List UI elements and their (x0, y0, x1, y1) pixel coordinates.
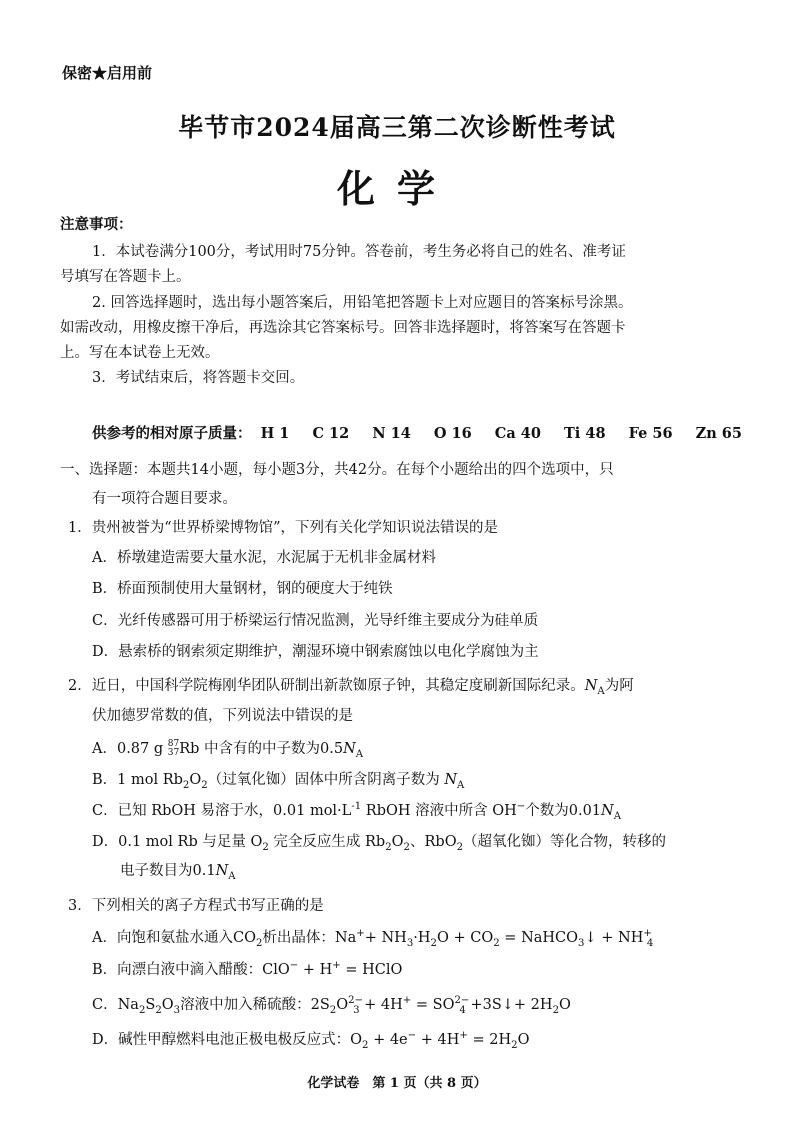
superscript: + (356, 928, 365, 940)
option-text: O (189, 772, 202, 788)
equation-text: = 2H (467, 1032, 512, 1048)
question-1-option-c: C．光纤传感器可用于桥梁运行情况监测，光导纤维主要成分为硅单质 (92, 613, 539, 629)
option-text: 完全反应生成 Rb (268, 834, 386, 850)
equation-text: = SO (411, 997, 455, 1013)
question-1-option-b: B．桥面预制使用大量钢材，钢的硬度大于纯铁 (92, 581, 393, 597)
stem-text: 为阿 (604, 678, 634, 694)
option-text: 、RbO (410, 834, 457, 850)
subscript: A (597, 685, 605, 697)
option-text: C．Na (92, 997, 139, 1013)
equation-text: = HClO (340, 962, 403, 978)
subscript: 2 (362, 1039, 369, 1051)
equation-text: + 4H (416, 1032, 460, 1048)
subject-title: 化学 (336, 166, 457, 211)
option-text: C．已知 RbOH 易溶于水，0.01 mol·L (92, 803, 352, 819)
superscript: + (402, 995, 412, 1007)
question-3-option-d (92, 1028, 529, 1049)
notice-line: 上。写在本试卷上无效。 (60, 345, 220, 361)
superscript: − (407, 1030, 417, 1042)
isotope-notation (168, 740, 179, 758)
atomic-number: 37 (167, 748, 180, 758)
option-text: A．向饱和氨盐水通入CO (92, 930, 256, 946)
option-text: Rb 中含有的中子数为0.5 (179, 741, 344, 757)
superscript: + (332, 960, 341, 972)
option-text: A．0.87 g (92, 741, 168, 757)
exam-title: 毕节市2024届高三第二次诊断性考试 (178, 113, 616, 142)
superscript: -1 (351, 801, 362, 813)
atomic-mass-item: Ca 40 (494, 425, 541, 442)
subscript: 2 (138, 1004, 146, 1016)
subscript: 3 (406, 937, 414, 949)
superscript: 2− (454, 995, 470, 1007)
equation-text: + 4H (359, 997, 403, 1013)
subscript: 2 (201, 779, 208, 791)
notice-heading: 注意事项： (60, 216, 133, 233)
subscript: 2 (552, 1004, 560, 1016)
subscript: 3 (578, 937, 585, 949)
equation-text: O (517, 1032, 530, 1048)
question-2-stem-cont: 伏加德罗常数的值，下列说法中错误的是 (92, 708, 353, 724)
superscript: − (516, 801, 526, 813)
superscript: + (459, 1030, 468, 1042)
subscript: 2 (456, 841, 464, 853)
atomic-mass-item: H 1 (260, 425, 290, 442)
option-text: B．1 mol Rb (92, 772, 183, 788)
section-heading: 一、选择题：本题共14小题，每小题3分，共42分。在每个小题给出的四个选项中，只 (60, 462, 614, 478)
subscript: 3 (353, 1004, 360, 1016)
option-text: D．0.1 mol Rb 与足量 O (92, 834, 263, 850)
question-2-option-a (92, 737, 363, 758)
superscript: − (289, 960, 299, 972)
subscript: 4 (646, 937, 654, 949)
atomic-mass-item: N 14 (372, 425, 411, 442)
equation-text: +3S↓+ 2H (465, 997, 553, 1013)
atomic-mass-label: 供参考的相对原子质量： (92, 425, 252, 442)
option-text: RbOH 溶液中所含 OH (361, 803, 517, 819)
option-text: O (161, 997, 174, 1013)
superscript: + (643, 928, 652, 940)
subscript: 2 (262, 841, 269, 853)
subscript: A (613, 810, 622, 822)
option-text: S (145, 997, 156, 1013)
question-3-stem: 3．下列相关的离子方程式书写正确的是 (68, 898, 324, 914)
option-text: D．碱性甲醇燃料电池正极电极反应式：O (92, 1032, 363, 1048)
option-text: （过氧化铷）固体中所含阴离子数为 (207, 772, 445, 788)
question-3-option-a (92, 926, 653, 947)
equation-text: O + CO (437, 930, 494, 946)
subscript: A (228, 870, 236, 882)
option-text: 电子数目为0.1 (120, 863, 216, 879)
question-3-option-c (92, 993, 571, 1014)
atomic-mass-reference (92, 422, 760, 443)
subscript: 2 (430, 937, 437, 949)
question-1-option-d: D．悬索桥的钢索须定期维护，潮湿环境中钢索腐蚀以电化学腐蚀为主 (92, 644, 539, 660)
question-2-option-d-cont (120, 859, 236, 880)
subscript: A (355, 748, 364, 760)
stem-text: 2．近日，中国科学院梅刚华团队研制出新款铷原子钟，其稳定度刷新国际纪录。 (68, 678, 585, 694)
notice-line: 号填写在答题卡上。 (60, 269, 191, 285)
avogadro-symbol: N (601, 803, 614, 819)
question-1-option-a: A．桥墩建造需要大量水泥，水泥属于无机非金属材料 (92, 550, 436, 566)
question-3-option-b (92, 958, 402, 979)
confidential-mark: 保密★启用前 (62, 64, 153, 82)
notice-line: 如需改动，用橡皮擦干净后，再选涂其它答案标号。回答非选择题时，将答案写在答题卡 (60, 320, 626, 336)
section-heading-cont: 有一项符合题目要求。 (92, 491, 237, 507)
option-text: 个数为0.01 (525, 803, 602, 819)
subscript: 2 (255, 937, 263, 949)
atomic-mass-item: O 16 (433, 425, 472, 442)
notice-line: 3．考试结束后，将答题卡交回。 (92, 370, 305, 386)
equation-text: ↓ + NH (584, 930, 644, 946)
notice-line: 2. 回答选择题时，选出每小题答案后，用铅笔把答题卡上对应题目的答案标号涂黑。 (92, 295, 633, 311)
subscript: 2 (155, 1004, 162, 1016)
option-text: （超氧化铷）等化合物，转移的 (463, 834, 667, 850)
equation-text: + H (298, 962, 333, 978)
subscript: 4 (459, 1004, 466, 1016)
atomic-mass-item: Fe 56 (628, 425, 673, 442)
equation-text: 溶液中加入稀硫酸：2S (180, 997, 330, 1013)
option-text: 析出晶体：Na (262, 930, 357, 946)
equation-text: O (336, 997, 349, 1013)
atomic-mass-item: Zn 65 (695, 425, 742, 442)
avogadro-symbol: N (444, 772, 458, 788)
subscript: 2 (182, 779, 190, 791)
avogadro-symbol: N (584, 678, 598, 694)
avogadro-symbol: N (343, 741, 356, 757)
question-2-option-c (92, 799, 621, 820)
subscript: 3 (173, 1004, 181, 1016)
avogadro-symbol: N (215, 863, 229, 879)
atomic-mass-item: C 12 (312, 425, 350, 442)
atomic-mass-item: Ti 48 (564, 425, 606, 442)
page-footer: 化学试卷 第 1 页（共 8 页） (307, 1076, 487, 1091)
equation-text: O (559, 997, 571, 1013)
question-2-stem (68, 674, 634, 695)
subscript: 2 (329, 1004, 337, 1016)
equation-text: + 4e (368, 1032, 408, 1048)
subscript: 2 (493, 937, 500, 949)
equation-text: + NH (364, 930, 407, 946)
mass-number: 87 (167, 739, 180, 749)
question-2-option-d: D．0.1 mol Rb 与足量 $O_2$ 完全反应生成 $Rb_2O_2$、RbO$_2$（超氧化铷）等化合物，转移的 (92, 834, 667, 853)
subscript: 2 (385, 841, 392, 853)
equation-text: ·H (413, 930, 431, 946)
subscript: 2 (403, 841, 410, 853)
option-text: B．向漂白液中滴入醋酸：ClO (92, 962, 290, 978)
superscript: 2− (348, 995, 364, 1007)
notice-line: 1．本试卷满分100分，考试用时75分钟。答卷前，考生务必将自己的姓名、准考证 (92, 244, 626, 260)
equation-text: = NaHCO (499, 930, 579, 946)
question-1-stem: 1．贵州被誉为“世界桥梁博物馆”，下列有关化学知识说法错误的是 (68, 520, 499, 536)
subscript: A (457, 779, 465, 791)
subscript: 2 (511, 1039, 518, 1051)
question-2-option-b (92, 768, 464, 789)
